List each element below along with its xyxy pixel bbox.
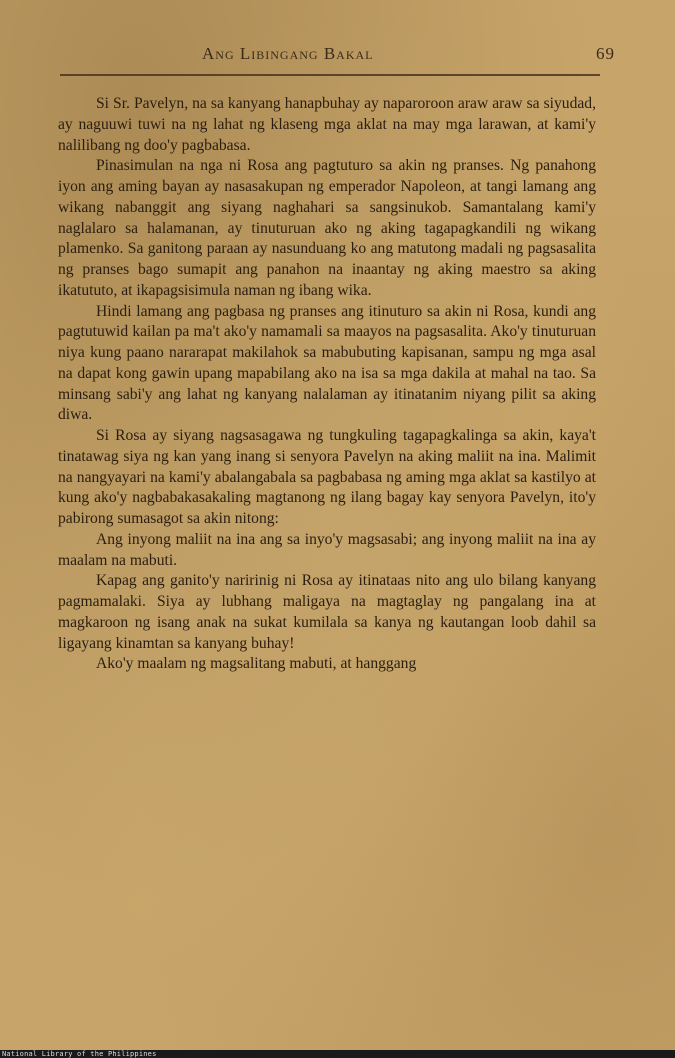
- chapter-title: Ang Libingang Bakal: [202, 44, 374, 63]
- paragraph: Ako'y maalam ng magsalitang mabuti, at hanggang: [96, 655, 417, 673]
- paragraph: Ang inyong maliit na ina ang sa inyo'y magsasabi; ang inyong maliit na ina ay maalam na mabuti.: [58, 530, 596, 569]
- page-body: [58, 94, 596, 675]
- header-rule: [60, 74, 600, 76]
- library-credit: National Library of the Philippines: [2, 1050, 157, 1058]
- running-header: [202, 42, 615, 68]
- paragraph: Si Sr. Pavelyn, na sa kanyang hanapbuhay ay naparoroon araw araw sa siyudad, ay naguuwi tuwi na ng lahat ng klaseng mga aklat na may mga larawan, at kami'y nalilibang ng doo'y pagbabasa.: [58, 95, 596, 154]
- paragraph: Si Rosa ay siyang nagsasagawa ng tungkuling tagapagkalinga sa akin, kaya't tinatawag siya ng kan yang inang si senyora Pavelyn na aking maliit na ina. Malimit na nangyayari na kami'y abalangabala sa pagbabasa ng aming mga aklat sa kastilyo at kung ako'y nagbabakasakaling magtanong ng ilang bagay kay senyora Pavelyn, ito'y pabirong sumasagot sa akin nitong:: [58, 427, 596, 527]
- page-number: 69: [596, 44, 615, 63]
- paragraph: Pinasimulan na nga ni Rosa ang pagtuturo sa akin ng pranses. Ng panahong iyon ang aming bayan ay nasasakupan ng emperador Napoleon, at tangi lamang ang wikang nabanggit ang siyang naghahari sa sangsinukob. Samantalang kami'y naglalaro sa halamanan, ay tinuturuan ako ng aking tagapagkandili ng wikang plamenko. Sa ganitong paraan ay nasunduang ko ang matutong madali ng pagsasalita ng pranses bago sumapit ang panahon na inaantay ng aking maestro sa aking ikatututo, at ikapagsisimula naman ng ibang wika.: [58, 157, 596, 299]
- paragraph: Kapag ang ganito'y naririnig ni Rosa ay itinataas nito ang ulo bilang kanyang pagmamalaki. Siya ay lubhang maligaya na magtaglay ng pangalang ina at magkaroon ng isang anak na sukat kumilala sa kanya ng kautangan loob dahil sa ligayang kinamtan sa kanyang buhay!: [58, 572, 596, 652]
- paragraph: Hindi lamang ang pagbasa ng pranses ang itinuturo sa akin ni Rosa, kundi ang pagtutuwid kailan pa ma't ako'y namamali sa maayos na pagsasalita. Ako'y tinuturuan niya kung paano nararapat makilahok sa mabubuting kapisanan, sampu ng mga asal na dapat kong gawin upang mapabilang ako na isa sa mga dakila at mahal na tao. Sa minsang sabi'y ang lahat ng kanyang nalalaman ay itinatanim niyang pilit sa aking diwa.: [58, 302, 596, 424]
